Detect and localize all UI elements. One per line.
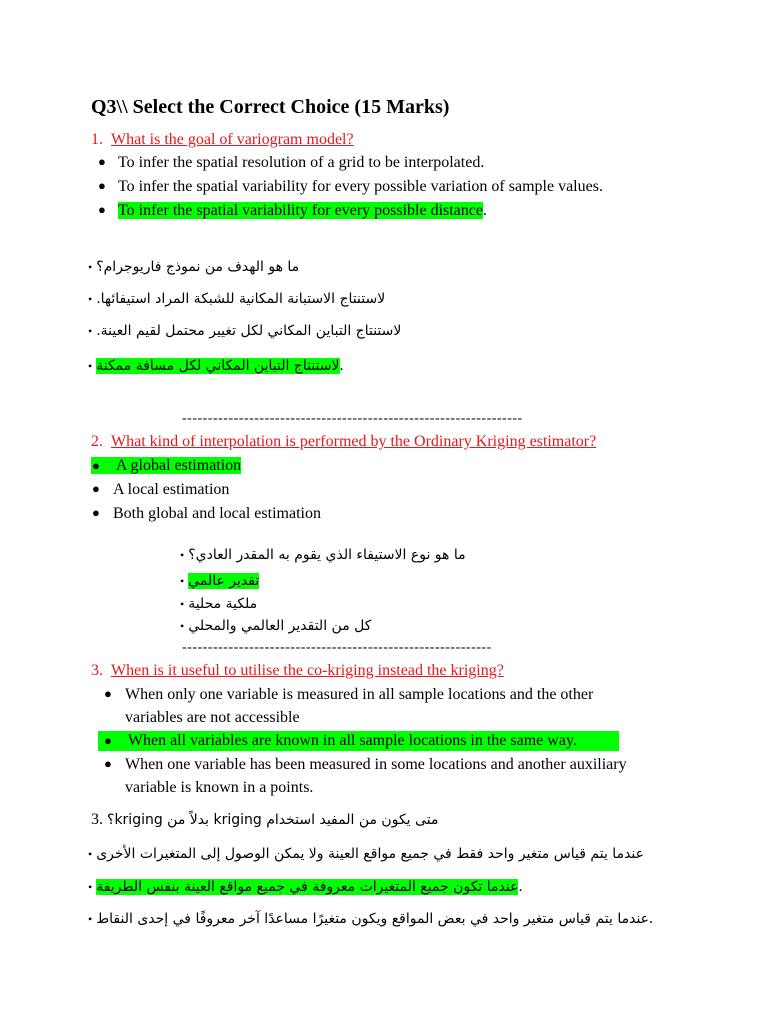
correct-answer-highlight: لاستنتاج التباين المكاني لكل مسافة ممكنة — [96, 358, 340, 374]
q1-arabic-option-1: • لاستنتاج الاستبانة المكانية للشبكة المراد استيفائها. — [88, 291, 386, 307]
q2-option-3: Both global and local estimation — [113, 505, 321, 522]
bullet-icon: • — [88, 847, 93, 861]
question-2-text: What kind of interpolation is performed by the Ordinary Kriging estimator? — [111, 433, 597, 450]
bullet-icon: • — [88, 359, 93, 373]
bullet-icon: ● — [98, 154, 106, 169]
bullet-icon: • — [180, 548, 185, 562]
bullet-icon: ● — [104, 733, 112, 748]
q2-option-1 — [91, 456, 241, 476]
q2-arabic-option-2: • ملكية محلية — [180, 596, 258, 612]
bullet-icon: ● — [104, 756, 112, 771]
bullet-icon: • — [180, 619, 185, 633]
separator: ------------------------------------------------------------ — [182, 640, 492, 655]
bullet-icon: ● — [98, 178, 106, 193]
q1-arabic-question: • ما هو الهدف من نموذج فاريوجرام؟ — [88, 259, 300, 275]
q3-arabic-option-1: • عندما يتم قياس متغير واحد فقط في جميع مواقع العينة ولا يمكن الوصول إلى المتغيرات الأخرى — [88, 846, 645, 862]
bullet-icon: • — [88, 880, 93, 894]
question-3 — [91, 661, 504, 681]
question-3-number: 3. — [91, 662, 103, 679]
bullet-icon: • — [88, 292, 93, 306]
q3-arabic-question: 3. متى يكون من المفيد استخدام kriging بدلاً من kriging؟ — [91, 811, 439, 828]
correct-answer-highlight: تقدير عالمي — [188, 573, 260, 589]
bullet-icon: ● — [92, 505, 100, 520]
bullet-icon: ● — [92, 458, 100, 473]
q3-option-2 — [98, 731, 619, 752]
q3-option-3-line-1: When one variable has been measured in some locations and another auxiliary — [125, 756, 627, 773]
q2-arabic-option-1 — [180, 571, 259, 591]
page-title: Q3\\ Select the Correct Choice (15 Marks) — [91, 96, 450, 118]
question-3-text: When is it useful to utilise the co-kriging instead the kriging? — [111, 662, 504, 679]
bullet-icon: • — [88, 324, 93, 338]
q1-option-2: To infer the spatial variability for every possible variation of sample values. — [118, 178, 603, 195]
separator: ------------------------------------------------------------------ — [182, 411, 523, 426]
q3-arabic-option-2: • عندما تكون جميع المتغيرات معروفة في جميع مواقع العينة بنفس الطريقة. — [88, 878, 523, 895]
question-1-number: 1. — [91, 131, 103, 148]
correct-answer-highlight: To infer the spatial variability for every possible distance — [118, 202, 483, 219]
bullet-icon: • — [88, 912, 93, 926]
q3-option-1-line-2: variables are not accessible — [125, 709, 300, 726]
bullet-icon: ● — [92, 481, 100, 496]
bullet-icon: ● — [98, 202, 106, 217]
q1-arabic-option-3: • لاستنتاج التباين المكاني لكل مسافة ممكنة. — [88, 357, 344, 374]
q3-arabic-option-3: • عندما يتم قياس متغير واحد في بعض المواقع ويكون متغيرًا مساعدًا آخر معروفًا في إحدى النقاط. — [88, 910, 654, 927]
question-1 — [91, 130, 354, 150]
q2-arabic-option-3: • كل من التقدير العالمي والمحلي — [180, 618, 372, 634]
bullet-icon: • — [180, 597, 185, 611]
q1-option-3: To infer the spatial variability for every possible distance. — [118, 202, 487, 219]
bullet-icon: • — [180, 574, 185, 588]
bullet-icon: • — [88, 260, 93, 274]
q1-option-1: To infer the spatial resolution of a grid to be interpolated. — [118, 154, 485, 171]
question-1-text: What is the goal of variogram model? — [111, 131, 354, 148]
q3-option-3-line-2: variable is known in a points. — [125, 779, 314, 796]
q2-option-2: A local estimation — [113, 481, 230, 498]
correct-answer-highlight: ● When all variables are known in all sample locations in the same way. — [98, 731, 619, 751]
question-2-number: 2. — [91, 433, 103, 450]
q1-arabic-option-2: • لاستنتاج التباين المكاني لكل تغيير محتمل لقيم العينة. — [88, 323, 402, 339]
q2-arabic-question: • ما هو نوع الاستيفاء الذي يقوم به المقدر العادي؟ — [180, 547, 466, 563]
correct-answer-highlight: ● A global estimation — [92, 457, 242, 474]
question-2 — [91, 432, 596, 452]
bullet-icon: ● — [104, 686, 112, 701]
correct-answer-highlight: عندما تكون جميع المتغيرات معروفة في جميع مواقع العينة بنفس الطريقة — [96, 879, 519, 895]
q3-option-1-line-1: When only one variable is measured in all sample locations and the other — [125, 686, 594, 703]
